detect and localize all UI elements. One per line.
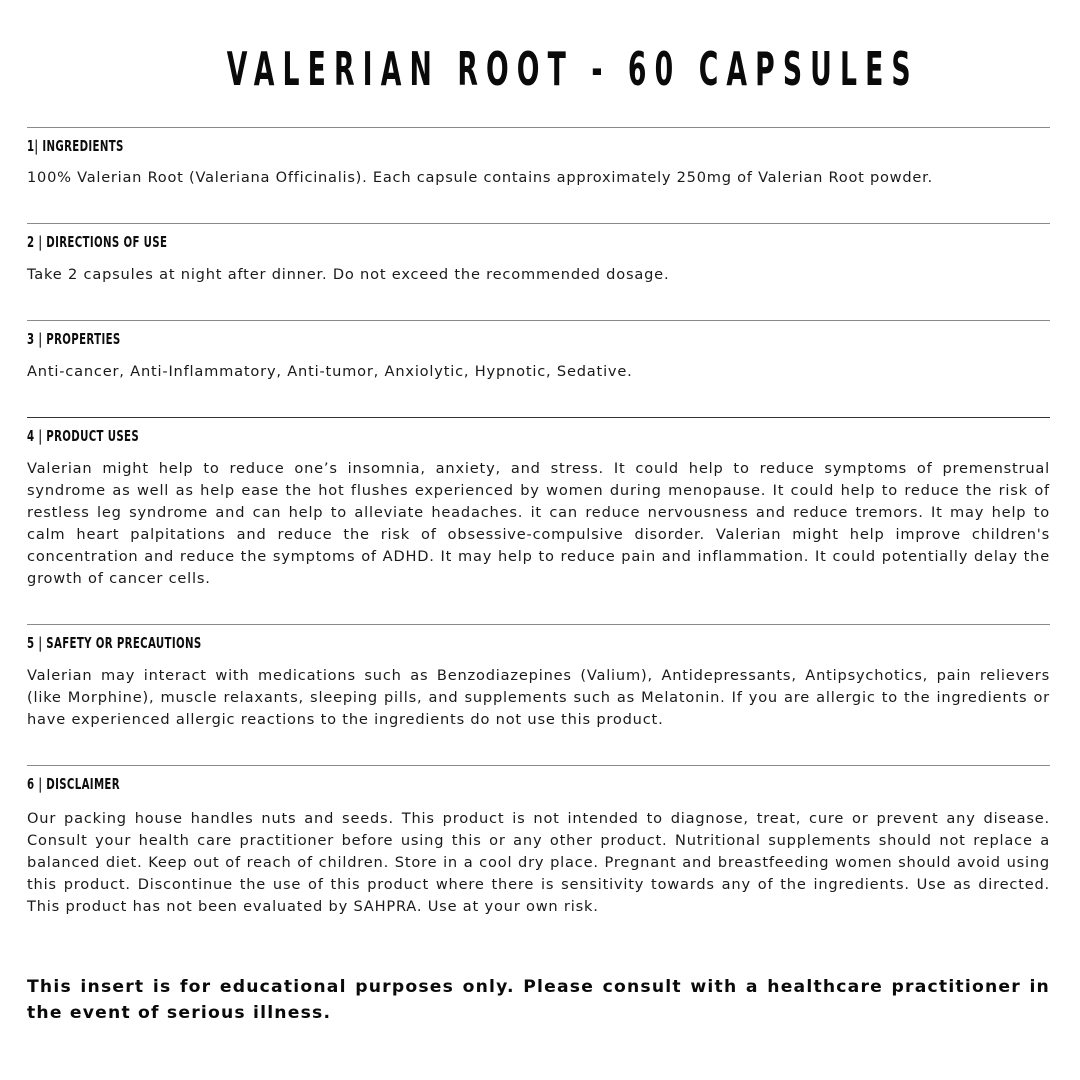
section-heading: 1| INGREDIENTS [27,137,124,155]
section-body: 100% Valerian Root (Valeriana Officinalis). Each capsule contains approximately 250mg of Valerian Root powder. [27,169,933,186]
section-heading: 6 | DISCLAIMER [27,775,120,793]
section-product-uses [27,417,1050,587]
section-ingredients [27,127,1050,186]
educational-notice: This insert is for educational purposes only. Please consult with a healthcare practitioner in the event of serious illness. [27,977,1050,1023]
section-body: Valerian may interact with medications such as Benzodiazepines (Valium), Antidepressants, Antipsychotics, pain relievers (like Morphine), muscle relaxants, sleeping pills, and supplements such as Melatonin. If you are allergic to the ingredients or have experienced allergic reactions to the ingredients do not use this product. [27,667,1050,728]
section-heading: 5 | SAFETY OR PRECAUTIONS [27,634,202,652]
section-body: Anti-cancer, Anti-Inflammatory, Anti-tumor, Anxiolytic, Hypnotic, Sedative. [27,363,633,380]
section-body: Take 2 capsules at night after dinner. Do not exceed the recommended dosage. [27,266,670,283]
section-body: Valerian might help to reduce one’s insomnia, anxiety, and stress. It could help to reduce symptoms of premenstrual syndrome as well as help ease the hot flushes experienced by women during menopause. It could help to reduce the risk of restless leg syndrome and can help to alleviate headaches. it can reduce nervousness and reduce tremors. It may help to calm heart palpitations and reduce the risk of obsessive-compulsive disorder. Valerian might help improve children's concentration and reduce the symptoms of ADHD. It may help to reduce pain and inflammation. It could potentially delay the growth of cancer cells. [27,460,1050,587]
section-body: Our packing house handles nuts and seeds. This product is not intended to diagnose, treat, cure or prevent any disease. Consult your health care practitioner before using this or any other product. Nutritional supplements should not replace a balanced diet. Keep out of reach of children. Store in a cool dry place. Pregnant and breastfeeding women should avoid using this product. Discontinue the use of this product where there is sensitivity towards any of the ingredients. Use as directed. This product has not been evaluated by SAHPRA. Use at your own risk. [27,810,1050,915]
section-safety-or-precautions [27,624,1050,728]
section-heading: 2 | DIRECTIONS OF USE [27,233,168,251]
page-title: VALERIAN ROOT - 60 CAPSULES [226,42,919,96]
section-properties [27,320,1050,380]
section-heading: 3 | PROPERTIES [27,330,121,348]
section-directions-of-use [27,223,1050,283]
section-heading: 4 | PRODUCT USES [27,427,140,445]
section-disclaimer [27,765,1050,915]
